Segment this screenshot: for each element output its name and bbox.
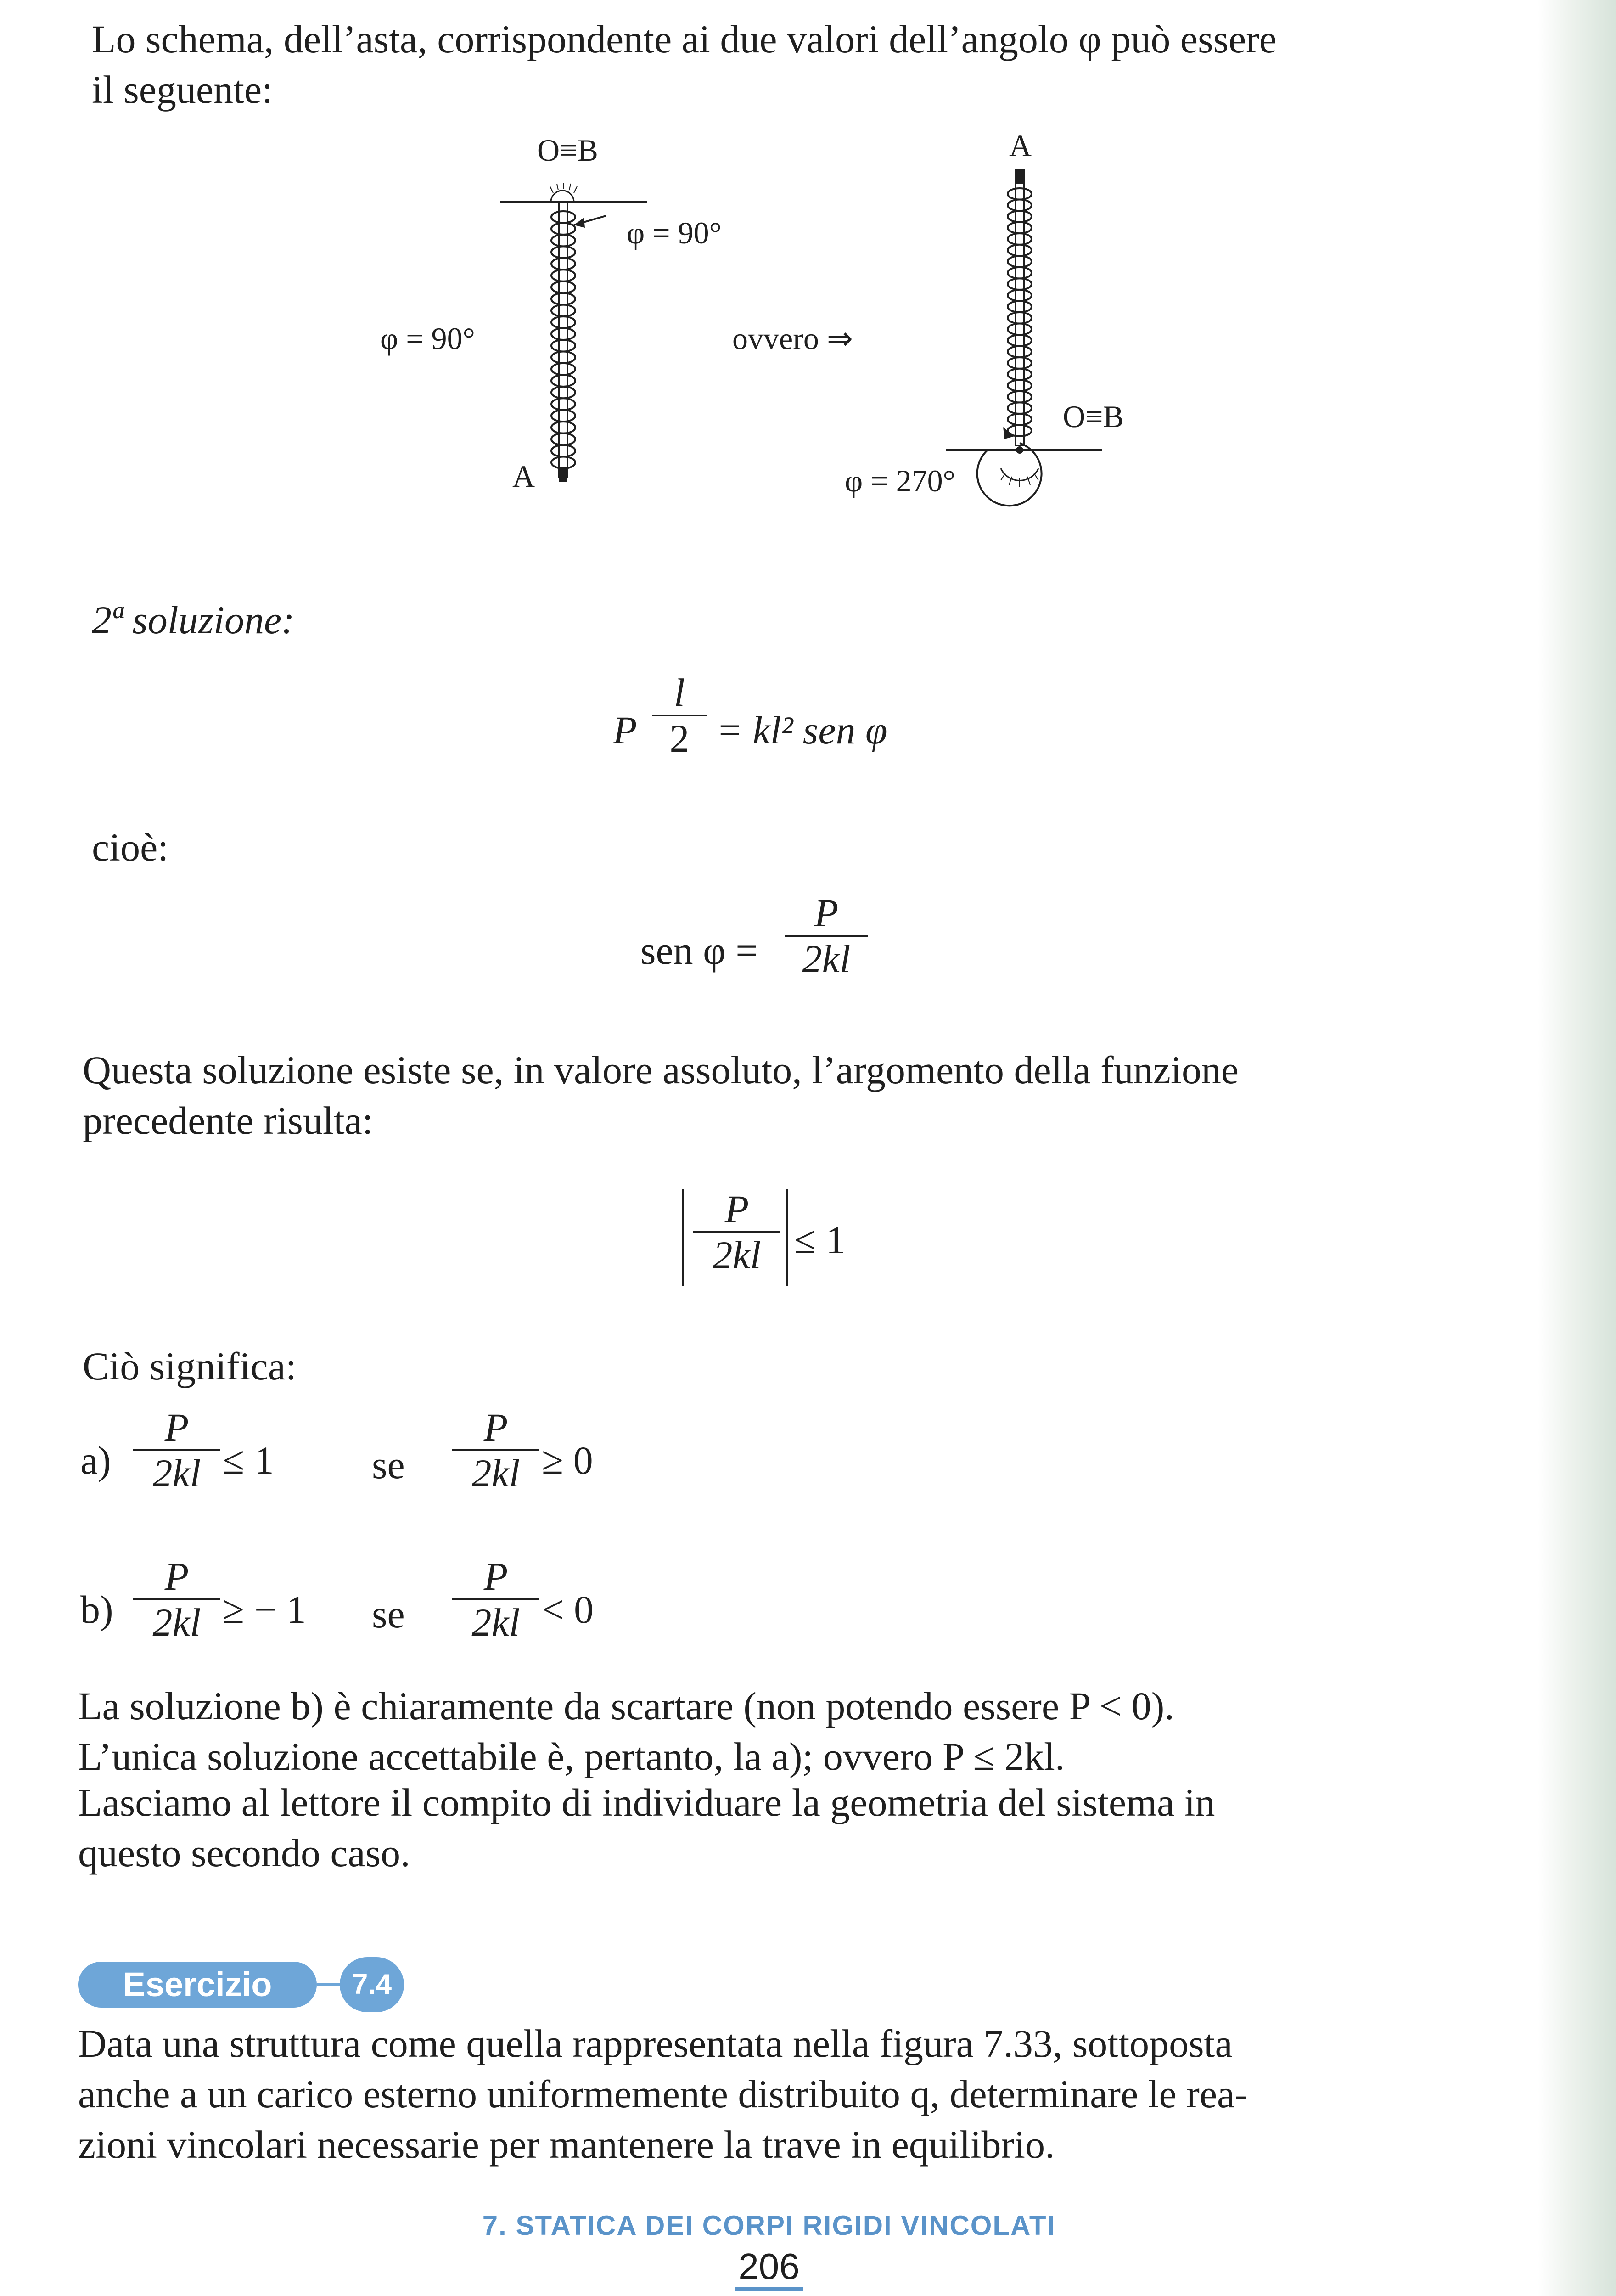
para1-line-1: Questa soluzione esiste se, in valore assoluto, l’argomento della funzione xyxy=(83,1048,1239,1092)
case-a-condition-denominator: 2kl xyxy=(471,1451,520,1495)
eq3-fraction xyxy=(693,1187,780,1277)
case-a-condition-numerator: P xyxy=(483,1405,508,1449)
case-b-se: se xyxy=(372,1592,405,1636)
second-solution-heading: 2ª soluzione: xyxy=(92,598,295,642)
case-b-condition-fraction xyxy=(452,1554,539,1644)
eq1-numerator: l xyxy=(674,670,685,715)
intro-line-2: il seguente: xyxy=(92,68,273,112)
exercise-badge-number: 7.4 xyxy=(340,1957,404,2012)
case-b-denominator: 2kl xyxy=(152,1600,201,1644)
para2-line-4: questo secondo caso. xyxy=(78,1831,410,1875)
eq3-numerator: P xyxy=(724,1187,749,1231)
para2-line-2: L’unica soluzione accettabile è, pertanto, la a); ovvero P ≤ 2kl. xyxy=(78,1734,1065,1778)
eq3-denominator: 2kl xyxy=(713,1233,761,1277)
case-a-numerator: P xyxy=(164,1405,189,1449)
case-a-label: a) xyxy=(80,1438,111,1482)
eq2-left: sen φ = xyxy=(640,929,758,973)
eq1-fraction xyxy=(652,670,707,760)
abs-bar-right xyxy=(786,1189,791,1286)
case-b-condition-numerator: P xyxy=(483,1554,508,1598)
exercise-badge-label: Esercizio xyxy=(78,1962,317,2008)
para2-line-3: Lasciamo al lettore il compito di individuare la geometria del sistema in xyxy=(78,1780,1215,1824)
case-a-condition-fraction xyxy=(452,1405,539,1495)
case-b-numerator: P xyxy=(164,1554,189,1598)
eq1-denominator: 2 xyxy=(669,716,690,760)
page-edge xyxy=(1538,0,1616,2296)
case-b-relation: ≥ − 1 xyxy=(223,1587,306,1632)
eq2-numerator: P xyxy=(814,891,839,935)
case-b-condition-relation: < 0 xyxy=(542,1587,594,1632)
page-number-wrap xyxy=(0,2245,1538,2288)
eq1-right: = kl² sen φ xyxy=(716,708,887,752)
case-a-denominator: 2kl xyxy=(152,1451,201,1495)
case-b-fraction xyxy=(133,1554,220,1644)
cio-significa-label: Ciò significa: xyxy=(83,1344,297,1388)
right-top-label: A xyxy=(1009,128,1032,163)
eq3-right: ≤ 1 xyxy=(794,1218,846,1262)
right-configuration xyxy=(946,170,1102,506)
eq2-denominator: 2kl xyxy=(802,937,851,981)
rod-spring-figure xyxy=(358,119,1184,533)
left-configuration xyxy=(500,183,647,482)
right-ob-label: O≡B xyxy=(1063,399,1124,434)
case-a-condition-relation: ≥ 0 xyxy=(542,1438,593,1482)
left-top-label: O≡B xyxy=(537,133,598,168)
case-a-se: se xyxy=(372,1443,405,1487)
abs-bar-left xyxy=(682,1189,687,1286)
intro-line-1: Lo schema, dell’asta, corrispondente ai due valori dell’angolo φ può essere xyxy=(92,17,1277,61)
ovvero-label: ovvero ⇒ xyxy=(732,321,853,356)
case-a-fraction xyxy=(133,1405,220,1495)
eq1-P: P xyxy=(613,708,637,752)
page-number: 206 xyxy=(735,2246,803,2291)
case-b-label: b) xyxy=(80,1587,113,1632)
eq2-fraction xyxy=(785,891,868,981)
left-bottom-label: A xyxy=(512,459,535,494)
left-phi-near-label: φ = 90° xyxy=(627,215,722,250)
right-phi-label: φ = 270° xyxy=(845,463,955,498)
case-a-relation: ≤ 1 xyxy=(223,1438,274,1482)
exercise-line-1: Data una struttura come quella rappresentata nella figura 7.33, sottoposta xyxy=(78,2021,1233,2065)
para1-line-2: precedente risulta: xyxy=(83,1098,373,1142)
case-b-condition-denominator: 2kl xyxy=(471,1600,520,1644)
left-phi-side-label: φ = 90° xyxy=(380,321,475,356)
para2-line-1: La soluzione b) è chiaramente da scartare (non potendo essere P < 0). xyxy=(78,1684,1174,1728)
exercise-badge xyxy=(78,1957,399,2012)
exercise-line-2: anche a un carico esterno uniformemente distribuito q, determinare le rea- xyxy=(78,2072,1248,2116)
chapter-title: 7. STATICA DEI CORPI RIGIDI VINCOLATI xyxy=(482,2210,1056,2241)
exercise-line-3: zioni vincolari necessarie per mantenere la trave in equilibrio. xyxy=(78,2122,1055,2167)
cioe-label: cioè: xyxy=(92,825,169,869)
